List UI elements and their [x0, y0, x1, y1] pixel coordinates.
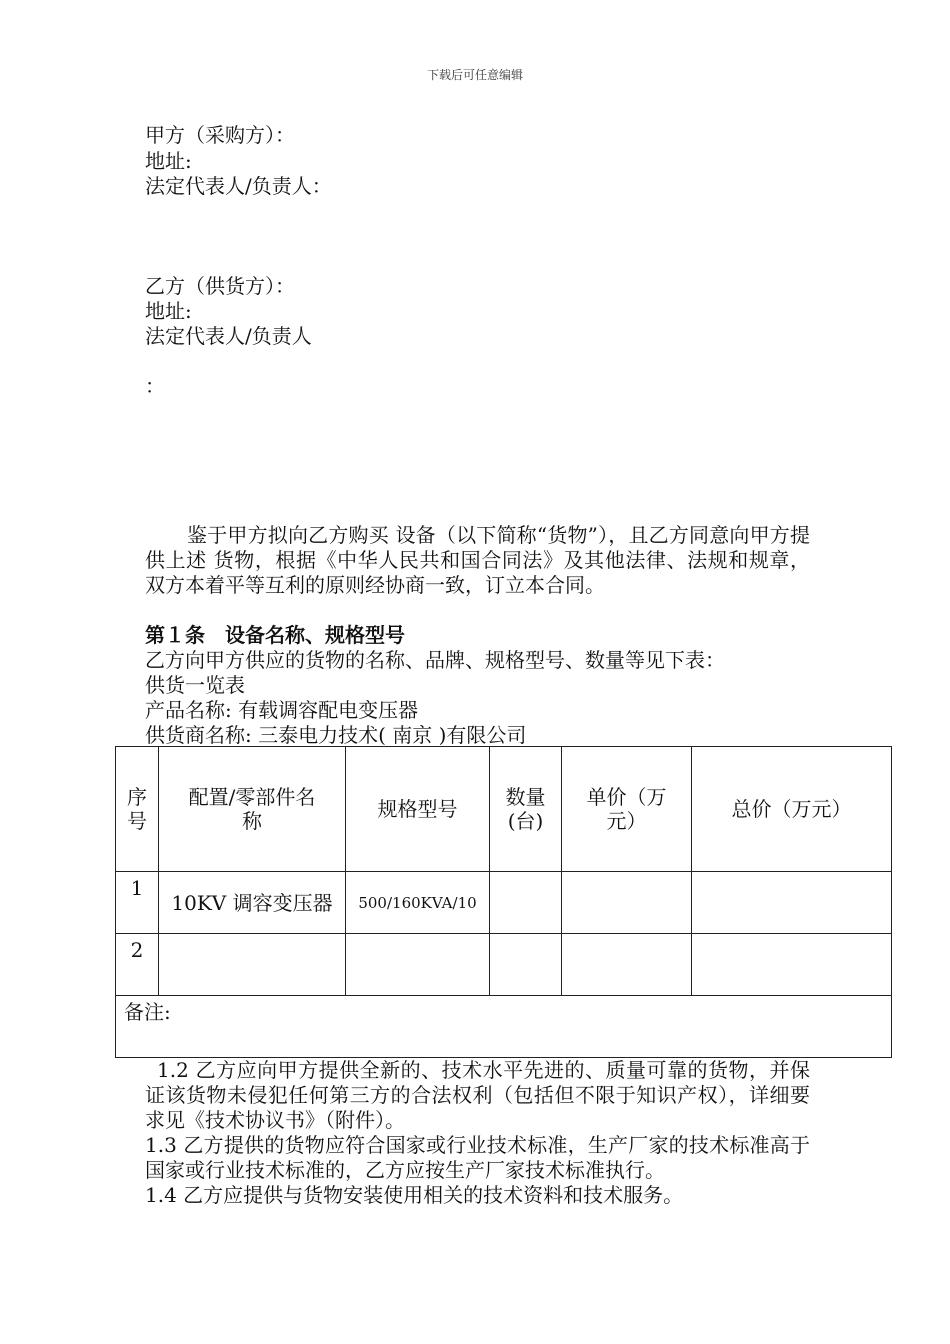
article1-heading: 第１条 设备名称、规格型号: [145, 623, 405, 647]
header-unit-price: 单价（万元）: [562, 747, 692, 872]
article1-line2: 供货一览表: [145, 673, 245, 697]
intro-paragraph: 鉴于甲方拟向乙方购买 设备（以下简称“货物”），且乙方同意向甲方提供上述 货物，根据《中华人民共和国合同法》及其他法律、法规和规章，双方本着平等互利的原则经协商一致，订立本合同。: [145, 523, 810, 597]
party-a-address: 地址:: [145, 149, 192, 173]
supplier-name: 供货商名称: 三泰电力技术( 南京 )有限公司: [145, 723, 527, 747]
row1-part: 10KV 调容变压器: [159, 872, 346, 934]
row1-qty: [490, 872, 562, 934]
row1-seq: 1: [116, 872, 159, 934]
header-total: 总价（万元）: [692, 747, 892, 872]
row2-qty: [490, 934, 562, 996]
row1-total: [692, 872, 892, 934]
row2-total: [692, 934, 892, 996]
party-a-rep: 法定代表人/负责人：: [145, 174, 332, 198]
row1-unit-price: [562, 872, 692, 934]
row2-part: [159, 934, 346, 996]
party-b-rep: 法定代表人/负责人: [145, 324, 312, 348]
header-part: 配置/零部件名称: [159, 747, 346, 872]
header-seq: 序号: [116, 747, 159, 872]
table-row: [116, 872, 892, 934]
clause-1-2: 1.2 乙方应向甲方提供全新的、技术水平先进的、质量可靠的货物，并保证该货物未侵犯任何第三方的合法权利（包括但不限于知识产权），详细要求见《技术协议书》（附件）。: [145, 1058, 810, 1132]
party-a-title: 甲方（采购方）：: [145, 123, 295, 147]
row1-spec: 500/160KVA/10: [346, 872, 490, 934]
row2-spec: [346, 934, 490, 996]
clause-1-3: 1.3 乙方提供的货物应符合国家或行业技术标准，生产厂家的技术标准高于国家或行业技术标准的，乙方应按生产厂家技术标准执行。: [145, 1133, 810, 1182]
header-qty: 数量(台): [490, 747, 562, 872]
table-note: 备注:: [116, 996, 892, 1058]
product-name: 产品名称: 有载调容配电变压器: [145, 698, 419, 722]
page-header: 下载后可任意编辑: [426, 68, 523, 82]
party-b-address: 地址:: [145, 299, 192, 323]
table-note-row: [116, 996, 892, 1058]
party-b-colon: ：: [145, 374, 165, 398]
article1-line1: 乙方向甲方供应的货物的名称、品牌、规格型号、数量等见下表：: [145, 648, 725, 672]
party-b-title: 乙方（供货方）：: [145, 274, 295, 298]
header-spec: 规格型号: [346, 747, 490, 872]
row2-seq: 2: [116, 934, 159, 996]
table-row: [116, 934, 892, 996]
row2-unit-price: [562, 934, 692, 996]
supply-table: [115, 746, 892, 1058]
table-header-row: [116, 747, 892, 872]
clause-1-4: 1.4 乙方应提供与货物安装使用相关的技术资料和技术服务。: [145, 1183, 684, 1207]
